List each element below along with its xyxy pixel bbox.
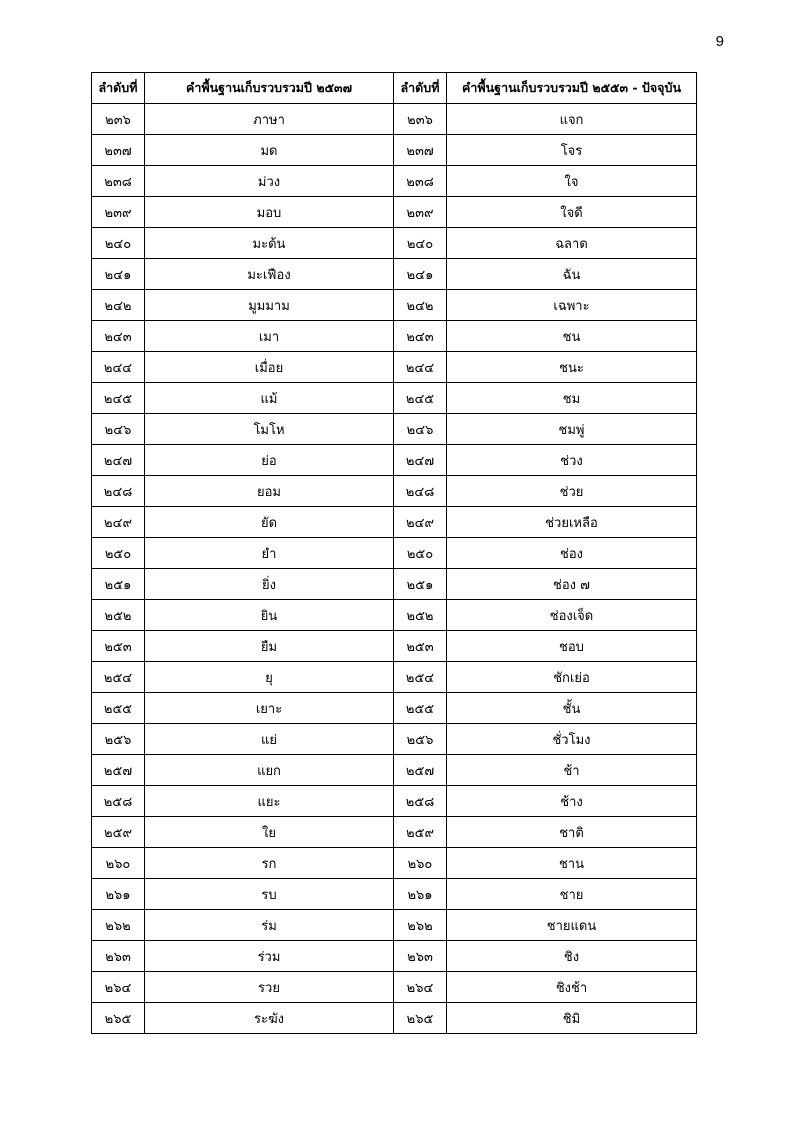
cell-order-1: ๒๖๔ (92, 972, 145, 1003)
cell-word-2553: ชนะ (447, 352, 697, 383)
table-row (92, 197, 697, 228)
cell-word-2553: ช่วย (447, 476, 697, 507)
cell-order-2: ๒๔๕ (394, 383, 447, 414)
cell-order-2: ๒๔๗ (394, 445, 447, 476)
table-row (92, 352, 697, 383)
cell-order-1: ๒๓๘ (92, 166, 145, 197)
cell-word-2537: ยำ (145, 538, 394, 569)
cell-order-1: ๒๖๐ (92, 848, 145, 879)
cell-order-1: ๒๔๙ (92, 507, 145, 538)
table-row (92, 724, 697, 755)
cell-word-2553: ใจดี (447, 197, 697, 228)
header-words-2553: คำพื้นฐานเก็บรวบรวมปี ๒๕๕๓ - ปัจจุบัน (447, 73, 697, 104)
cell-order-2: ๒๕๘ (394, 786, 447, 817)
table-row (92, 104, 697, 135)
cell-order-1: ๒๖๕ (92, 1003, 145, 1034)
table-row (92, 879, 697, 910)
table-row (92, 1003, 697, 1034)
cell-word-2537: ม่วง (145, 166, 394, 197)
cell-order-1: ๒๕๒ (92, 600, 145, 631)
header-order-2: ลำดับที่ (394, 73, 447, 104)
table-row (92, 848, 697, 879)
cell-word-2537: ยุ (145, 662, 394, 693)
cell-order-2: ๒๓๖ (394, 104, 447, 135)
cell-order-2: ๒๓๙ (394, 197, 447, 228)
cell-word-2553: ใจ (447, 166, 697, 197)
cell-word-2553: เฉพาะ (447, 290, 697, 321)
cell-word-2537: เมา (145, 321, 394, 352)
cell-word-2553: ช่วยเหลือ (447, 507, 697, 538)
cell-word-2537: ยิ่ง (145, 569, 394, 600)
table-row (92, 600, 697, 631)
cell-order-2: ๒๔๔ (394, 352, 447, 383)
table-row (92, 166, 697, 197)
table-header-row (92, 73, 697, 104)
cell-word-2553: ชาย (447, 879, 697, 910)
cell-word-2537: แย่ (145, 724, 394, 755)
cell-order-1: ๒๕๓ (92, 631, 145, 662)
table-body (92, 104, 697, 1034)
cell-order-2: ๒๕๑ (394, 569, 447, 600)
cell-order-1: ๒๕๕ (92, 693, 145, 724)
cell-order-1: ๒๔๘ (92, 476, 145, 507)
cell-word-2553: ช่อง (447, 538, 697, 569)
header-words-2537: คำพื้นฐานเก็บรวบรวมปี ๒๕๓๗ (145, 73, 394, 104)
cell-order-1: ๒๔๖ (92, 414, 145, 445)
word-table (91, 72, 697, 1034)
cell-order-2: ๒๔๒ (394, 290, 447, 321)
cell-word-2553: ชายแดน (447, 910, 697, 941)
table-row (92, 383, 697, 414)
cell-order-1: ๒๕๙ (92, 817, 145, 848)
cell-word-2553: ช้า (447, 755, 697, 786)
header-order-1: ลำดับที่ (92, 73, 145, 104)
cell-word-2553: ชั้น (447, 693, 697, 724)
cell-word-2553: ชน (447, 321, 697, 352)
cell-word-2537: มะด้น (145, 228, 394, 259)
cell-order-1: ๒๔๔ (92, 352, 145, 383)
cell-word-2537: โมโห (145, 414, 394, 445)
cell-word-2537: เมื่อย (145, 352, 394, 383)
table-row (92, 259, 697, 290)
cell-order-2: ๒๔๐ (394, 228, 447, 259)
cell-word-2537: ย่อ (145, 445, 394, 476)
cell-order-2: ๒๕๕ (394, 693, 447, 724)
cell-word-2537: ภาษา (145, 104, 394, 135)
cell-word-2537: ใย (145, 817, 394, 848)
table-row (92, 755, 697, 786)
table-row (92, 910, 697, 941)
cell-order-2: ๒๓๘ (394, 166, 447, 197)
table-row (92, 414, 697, 445)
cell-order-1: ๒๔๗ (92, 445, 145, 476)
cell-word-2537: ระฆัง (145, 1003, 394, 1034)
cell-order-1: ๒๔๕ (92, 383, 145, 414)
table-row (92, 476, 697, 507)
cell-order-2: ๒๕๒ (394, 600, 447, 631)
cell-order-1: ๒๕๑ (92, 569, 145, 600)
cell-order-1: ๒๔๒ (92, 290, 145, 321)
table-row (92, 135, 697, 166)
cell-order-2: ๒๖๔ (394, 972, 447, 1003)
cell-order-1: ๒๖๒ (92, 910, 145, 941)
table-row (92, 693, 697, 724)
cell-order-1: ๒๓๖ (92, 104, 145, 135)
cell-word-2553: ชมพู่ (447, 414, 697, 445)
cell-word-2537: ร่ม (145, 910, 394, 941)
cell-word-2537: แยก (145, 755, 394, 786)
cell-word-2537: มูมมาม (145, 290, 394, 321)
cell-word-2553: ชิง (447, 941, 697, 972)
cell-order-1: ๒๓๗ (92, 135, 145, 166)
table-row (92, 786, 697, 817)
cell-word-2553: แจก (447, 104, 697, 135)
cell-word-2553: ฉลาด (447, 228, 697, 259)
cell-word-2553: ชม (447, 383, 697, 414)
cell-word-2537: มอบ (145, 197, 394, 228)
cell-order-1: ๒๕๐ (92, 538, 145, 569)
cell-order-2: ๒๕๙ (394, 817, 447, 848)
cell-word-2537: ยอม (145, 476, 394, 507)
cell-order-1: ๒๔๑ (92, 259, 145, 290)
cell-word-2537: มะเฟือง (145, 259, 394, 290)
cell-word-2537: ยิน (145, 600, 394, 631)
cell-order-1: ๒๔๐ (92, 228, 145, 259)
cell-word-2553: ช่วง (447, 445, 697, 476)
cell-order-2: ๒๔๖ (394, 414, 447, 445)
cell-order-2: ๒๖๑ (394, 879, 447, 910)
table-row (92, 507, 697, 538)
cell-word-2553: ชั่วโมง (447, 724, 697, 755)
cell-word-2553: โจร (447, 135, 697, 166)
cell-order-2: ๒๓๗ (394, 135, 447, 166)
cell-word-2553: ชิงช้า (447, 972, 697, 1003)
table-row (92, 321, 697, 352)
table-row (92, 631, 697, 662)
cell-word-2537: มด (145, 135, 394, 166)
cell-order-2: ๒๔๘ (394, 476, 447, 507)
cell-order-2: ๒๕๐ (394, 538, 447, 569)
cell-word-2553: ช่องเจ็ด (447, 600, 697, 631)
table-row (92, 817, 697, 848)
cell-order-1: ๒๕๘ (92, 786, 145, 817)
cell-word-2553: ชอบ (447, 631, 697, 662)
cell-order-1: ๒๓๙ (92, 197, 145, 228)
cell-word-2537: ร่วม (145, 941, 394, 972)
table-row (92, 228, 697, 259)
cell-word-2553: ชาติ (447, 817, 697, 848)
cell-word-2537: ยืม (145, 631, 394, 662)
cell-word-2537: แม้ (145, 383, 394, 414)
cell-word-2553: ชิมิ (447, 1003, 697, 1034)
table-row (92, 445, 697, 476)
cell-order-2: ๒๔๓ (394, 321, 447, 352)
cell-order-2: ๒๕๔ (394, 662, 447, 693)
cell-order-2: ๒๕๓ (394, 631, 447, 662)
cell-order-2: ๒๖๕ (394, 1003, 447, 1034)
cell-order-1: ๒๔๓ (92, 321, 145, 352)
cell-word-2537: แยะ (145, 786, 394, 817)
cell-word-2537: รบ (145, 879, 394, 910)
cell-word-2553: ฉัน (447, 259, 697, 290)
cell-order-2: ๒๔๙ (394, 507, 447, 538)
cell-order-1: ๒๖๓ (92, 941, 145, 972)
cell-order-2: ๒๖๓ (394, 941, 447, 972)
cell-word-2553: ช้าง (447, 786, 697, 817)
cell-word-2553: ช่อง ๗ (447, 569, 697, 600)
cell-order-2: ๒๕๖ (394, 724, 447, 755)
table-row (92, 941, 697, 972)
page-number: 9 (715, 33, 724, 50)
cell-word-2537: รวย (145, 972, 394, 1003)
table-row (92, 290, 697, 321)
table-row (92, 972, 697, 1003)
cell-word-2553: ชาน (447, 848, 697, 879)
cell-order-1: ๒๕๔ (92, 662, 145, 693)
cell-order-2: ๒๖๐ (394, 848, 447, 879)
cell-order-2: ๒๕๗ (394, 755, 447, 786)
cell-order-1: ๒๖๑ (92, 879, 145, 910)
cell-word-2537: ยัด (145, 507, 394, 538)
cell-order-2: ๒๖๒ (394, 910, 447, 941)
cell-word-2553: ชักเย่อ (447, 662, 697, 693)
cell-word-2537: รก (145, 848, 394, 879)
cell-order-1: ๒๕๖ (92, 724, 145, 755)
table-row (92, 662, 697, 693)
cell-order-1: ๒๕๗ (92, 755, 145, 786)
table-row (92, 538, 697, 569)
table-row (92, 569, 697, 600)
cell-word-2537: เยาะ (145, 693, 394, 724)
cell-order-2: ๒๔๑ (394, 259, 447, 290)
